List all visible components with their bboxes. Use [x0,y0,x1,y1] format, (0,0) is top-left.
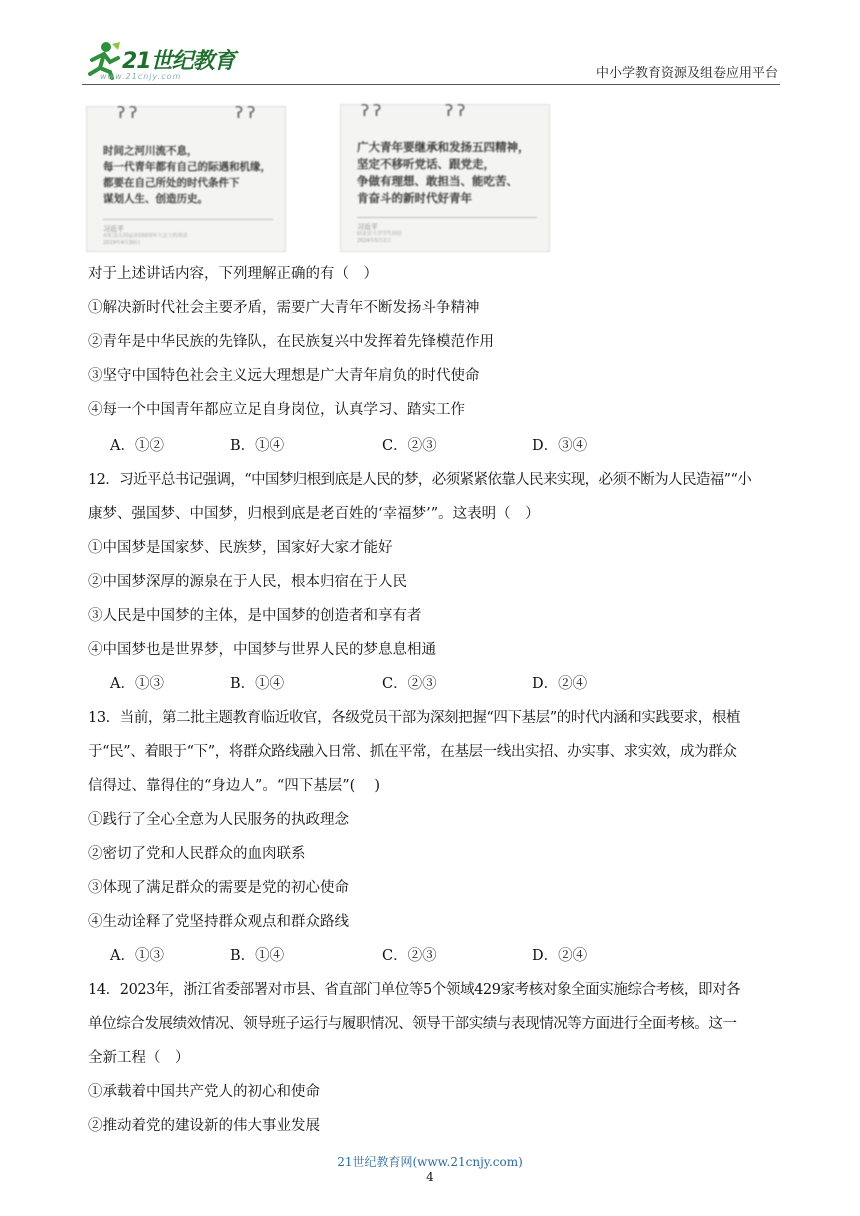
quote-date: 2019年4月30日 [103,240,141,246]
q13-options [110,944,670,964]
q12-item-1: ①中国梦是国家梦、民族梦，国家好大家才能好 [88,540,393,556]
q13-item-2: ②密切了党和人民群众的血肉联系 [88,846,306,862]
q11-item-3: ③坚守中国特色社会主义远大理想是广大青年肩负的时代使命 [88,368,480,384]
q11-option-a[interactable]: A．①② [110,438,164,454]
footer-site-link[interactable]: 21世纪教育网(www.21cnjy.com) [337,1155,523,1169]
q13-stem-line-1: 13．当前，第二批主题教育临近收官，各级党员干部为深刻把握“四下基层”的时代内涵和实践要求，根植 [88,710,741,726]
q12-item-2: ②中国梦深厚的源泉在于人民，根本归宿在于人民 [88,574,407,590]
binder-rings-icon: ʔʔ [235,103,260,122]
quote-line: 谋划人生、创造历史。 [103,193,208,205]
q11-option-c[interactable]: C．②③ [382,438,437,454]
q12-option-d[interactable]: D．②④ [532,676,588,692]
q11-option-b[interactable]: B．①④ [230,438,285,454]
quote-line: 广大青年要继承和发扬五四精神， [357,140,530,154]
q13-stem-line-2: 于“民”、着眼于“下”，将群众路线融入日常、抓在平常，在基层一线出实招、办实事、求实效，成为群众 [88,744,737,760]
logo-text: 21世纪教育 [122,49,235,74]
quote-line: 都要在自己所处的时代条件下 [103,177,240,189]
q11-options [110,434,670,454]
q12-option-b[interactable]: B．①④ [230,676,285,692]
q12-stem-line-1: 12．习近平总书记强调，“中国梦归根到底是人民的梦，必须紧紧依靠人民来实现，必须不断为人民造福”“小 [88,472,752,488]
q12-stem-line-2: 康梦、强国梦、中国梦，归根到底是老百姓的‘幸福梦’”。这表明（ ） [88,506,540,522]
q13-option-c[interactable]: C．②③ [382,948,437,964]
binder-rings-icon: ʔʔ [117,103,142,122]
q11-item-1: ①解决新时代社会主要矛盾，需要广大青年不断发扬斗争精神 [88,300,480,316]
quote-line: 时间之河川流不息， [103,145,198,157]
q11-item-2: ②青年是中华民族的先锋队，在民族复兴中发挥着先锋模范作用 [88,334,494,350]
quote-author: 习近平 [103,225,124,233]
q13-option-a[interactable]: A．①③ [110,948,164,964]
quote-source: 给北京大学学生回信 [357,231,403,237]
page-number: 4 [426,1170,434,1184]
q13-item-3: ③体现了满足群众的需要是党的初心使命 [88,880,349,896]
q13-item-4: ④生动诠释了党坚持群众观点和群众路线 [88,914,349,930]
quote-line: 肯奋斗的新时代好青年 [357,191,472,205]
q11-stem: 对于上述讲话内容，下列理解正确的有（ ） [88,266,378,282]
binder-rings-icon: ʔʔ [445,101,470,120]
q12-option-a[interactable]: A．①③ [110,676,164,692]
quote-date: 2024年5月2日 [357,238,392,244]
site-logo[interactable] [82,40,257,84]
q14-stem-line-3: 全新工程（ ） [88,1050,190,1066]
quote-source: 在纪念五四运动100周年大会上的讲话 [103,233,188,239]
quote-line: 坚定不移听党话、跟党走， [357,157,495,171]
card-divider [103,219,273,220]
q12-options [110,672,670,692]
quote-line: 争做有理想、敢担当、能吃苦、 [357,174,518,188]
quote-author: 习近平 [357,223,378,231]
q14-item-1: ①承载着中国共产党人的初心和使命 [88,1084,320,1100]
platform-tagline: 中小学教育资源及组卷应用平台 [595,66,778,81]
page-header [82,40,780,86]
header-divider [82,84,780,85]
q13-option-d[interactable]: D．②④ [532,948,588,964]
q12-item-4: ④中国梦也是世界梦，中国梦与世界人民的梦息息相通 [88,642,436,658]
q13-option-b[interactable]: B．①④ [230,948,285,964]
q13-stem-line-3: 信得过、靠得住的“身边人”。“四下基层”( ) [88,778,381,794]
q11-option-d[interactable]: D．③④ [532,438,588,454]
card-divider [357,217,537,218]
q12-option-c[interactable]: C．②③ [382,676,437,692]
quote-card-2 [340,101,550,252]
binder-rings-icon: ʔʔ [361,101,386,120]
logo-url: www.21cnjy.com [100,72,182,81]
q14-item-2: ②推动着党的建设新的伟大事业发展 [88,1118,320,1134]
quote-card-1 [86,103,286,252]
quote-line: 每一代青年都有自己的际遇和机缘， [103,161,271,173]
q11-item-4: ④每一个中国青年都应立足自身岗位，认真学习、踏实工作 [88,402,465,418]
q14-stem-line-1: 14．2023年，浙江省委部署对市县、省直部门单位等5个领域429家考核对象全面实施综合考核，即对各 [88,982,741,998]
q12-item-3: ③人民是中国梦的主体，是中国梦的创造者和享有者 [88,608,422,624]
q13-item-1: ①践行了全心全意为人民服务的执政理念 [88,812,349,828]
q14-stem-line-2: 单位综合发展绩效情况、领导班子运行与履职情况、领导干部实绩与表现情况等方面进行全面考核。这一 [88,1016,737,1032]
